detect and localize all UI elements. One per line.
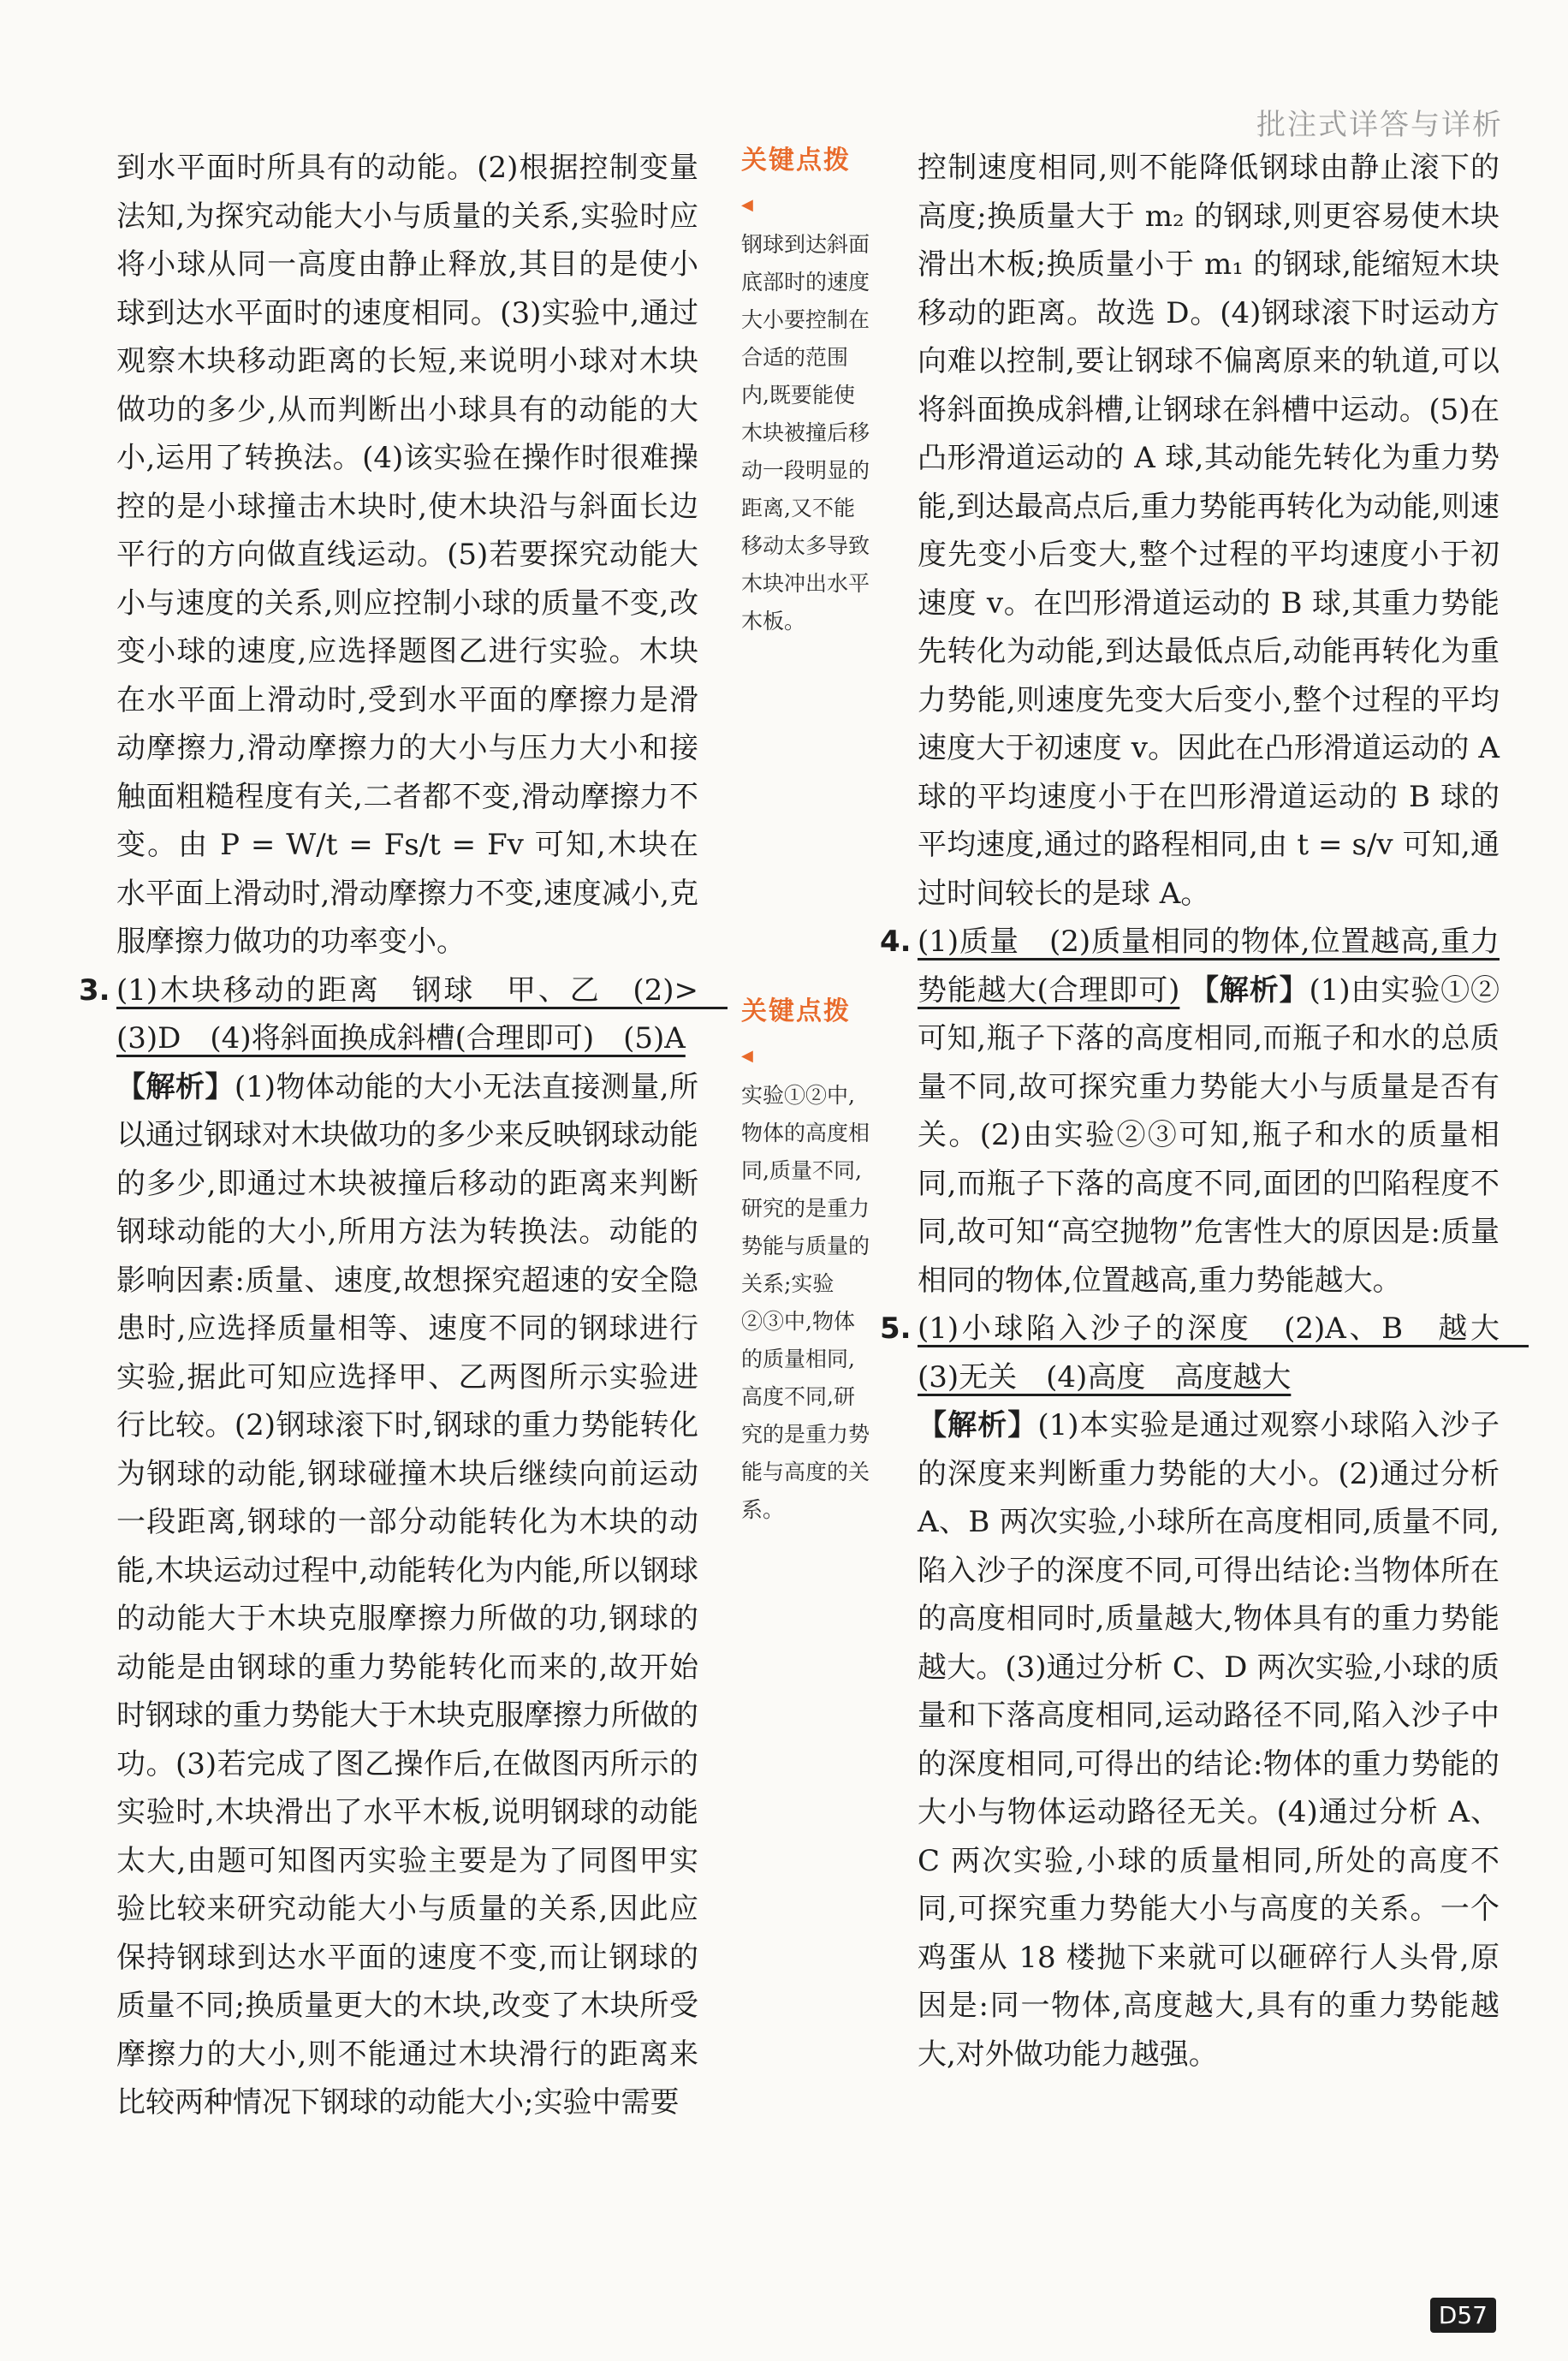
page-header-title: 批注式详答与详析 [1256,108,1503,142]
right-paragraph: 控制速度相同,则不能降低钢球由静止滚下的高度;换质量大于 m₂ 的钢球,则更容易使木块滑出木板;换质量小于 m₁ 的钢球,能缩短木块移动的距离。故选 D。(4)钢球滚下时运动方向难以控制,要让钢球不偏离原来的轨道,可以将斜面换成斜槽,让钢球在斜槽中运动。(5)在凸形滑道运动的 A 球,其动能先转化为重力势能,到达最高点后,重力势能再转化为动能,则速度先变小后变大,整个过程的平均速度小于初速度 v。在凹形滑道运动的 B 球,其重力势能先转化为动能,到达最低点后,动能再转化为重力势能,则速度先变大后变小,整个过程的平均速度大于初速度 v。因此在凸形滑道运动的 A 球的平均速度小于在凹形滑道运动的 B 球的平均速度,通过的路程相同,由 t = s/v 可知,通过时间较长的是球 A。 [918,151,1500,911]
question-3-number: 3. [79,972,110,1008]
question-4-answer: (1)质量 (2)质量相同的物体,位置越高,重力势能越大(合理即可) [918,925,1500,1008]
question-4-number: 4. [880,925,912,959]
page-number: D57 [1430,2298,1496,2333]
side-note-2-text: 实验①②中,物体的高度相同,质量不同,研究的是重力势能与质量的关系;实验②③中,物体的质量相同,高度不同,研究的是重力势能与高度的关系。 [741,1083,870,1522]
side-note-2-label: 关键点拨 ◀ [741,993,870,1075]
question-5 [880,1305,1529,2079]
question-4 [880,918,1500,1305]
side-note-2 [741,993,870,1529]
side-note-1-text: 钢球到达斜面底部时的速度大小要控制在合适的范围内,既要能使木块被撞后移动一段明显的距离,又不能移动太多导致木块冲出水平木板。 [741,232,870,633]
question-5-analysis: (1)本实验是通过观察小球陷入沙子的深度来判断重力势能的大小。(2)通过分析 A、B 两次实验,小球所在高度相同,质量不同,陷入沙子的深度不同,可得出结论:当物体所在的高度相同时,质量越大,物体具有的重力势能越大。(3)通过分析 C、D 两次实验,小球的质量和下落高度相同,运动路径不同,陷入沙子中的深度相同,可得出的结论:物体的重力势能的大小与物体运动路径无关。(4)通过分析 A、C 两次实验,小球的质量相同,所处的高度不同,可探究重力势能大小与高度的关系。一个鸡蛋从 18 楼抛下来就可以砸碎行人头骨,原因是:同一物体,高度越大,具有的重力势能越大,对外做功能力越强。 [918,1408,1500,2072]
question-3-analysis-label: 【解析】 [116,1069,235,1104]
question-5-number: 5. [880,1311,912,1346]
question-3-answer: (1)木块移动的距离 钢球 甲、乙 (2)> (3)D (4)将斜面换成斜槽(合理即可) (5)A [116,972,728,1056]
right-column [880,144,1529,2079]
question-3 [79,966,728,2127]
side-note-1 [741,142,870,640]
question-3-analysis: (1)物体动能的大小无法直接测量,所以通过钢球对木块做功的多少来反映钢球动能的多少,即通过木块被撞后移动的距离来判断钢球动能的大小,所用方法为转换法。动能的影响因素:质量、速度,故想探究超速的安全隐患时,应选择质量相等、速度不同的钢球进行实验,据此可知应选择甲、乙两图所示实验进行比较。(2)钢球滚下时,钢球的重力势能转化为钢球的动能,钢球碰撞木块后继续向前运动一段距离,钢球的一部分动能转化为木块的动能,木块运动过程中,动能转化为内能,所以钢球的动能大于木块克服摩擦力所做的功,钢球的动能是由钢球的重力势能转化而来的,故开始时钢球的重力势能大于木块克服摩擦力所做的功。(3)若完成了图乙操作后,在做图丙所示的实验时,木块滑出了水平木板,说明钢球的动能太大,由题可知图丙实验主要是为了同图甲实验比较来研究动能大小与质量的关系,因此应保持钢球到达水平面的速度不变,而让钢球的质量不同;换质量更大的木块,改变了木块所受摩擦力的大小,则不能通过木块滑行的距离来比较两种情况下钢球的动能大小;实验中需要 [116,1069,699,2120]
question-5-analysis-label: 【解析】 [918,1408,1038,1442]
left-column [79,144,728,2127]
side-note-1-label: 关键点拨 ◀ [741,142,870,224]
left-paragraph: 到水平面时所具有的动能。(2)根据控制变量法知,为探究动能大小与质量的关系,实验时应将小球从同一高度由静止释放,其目的是使小球到达水平面时的速度相同。(3)实验中,通过观察木块移动距离的长短,来说明小球对木块做功的多少,从而判断出小球具有的动能的大小,运用了转换法。(4)该实验在操作时很难操控的是小球撞击木块时,使木块沿与斜面长边平行的方向做直线运动。(5)若要探究动能大小与速度的关系,则应控制小球的质量不变,改变小球的速度,应选择题图乙进行实验。木块在水平面上滑动时,受到水平面的摩擦力是滑动摩擦力,滑动摩擦力的大小与压力大小和接触面粗糙程度有关,二者都不变,滑动摩擦力不变。由 P = W/t = Fs/t = Fv 可知,木块在水平面上滑动时,滑动摩擦力不变,速度减小,克服摩擦力做功的功率变小。 [116,151,698,959]
question-4-analysis: (1)由实验①②可知,瓶子下落的高度相同,而瓶子和水的总质量不同,故可探究重力势能大小与质量是否有关。(2)由实验②③可知,瓶子和水的质量相同,而瓶子下落的高度不同,面团的凹陷程度不同,故可知“高空抛物”危害性大的原因是:质量相同的物体,位置越高,重力势能越大。 [918,972,1500,1298]
question-5-answer: (1)小球陷入沙子的深度 (2)A、B 越大 (3)无关 (4)高度 高度越大 [918,1311,1529,1395]
question-4-analysis-label: 【解析】 [1190,972,1310,1008]
